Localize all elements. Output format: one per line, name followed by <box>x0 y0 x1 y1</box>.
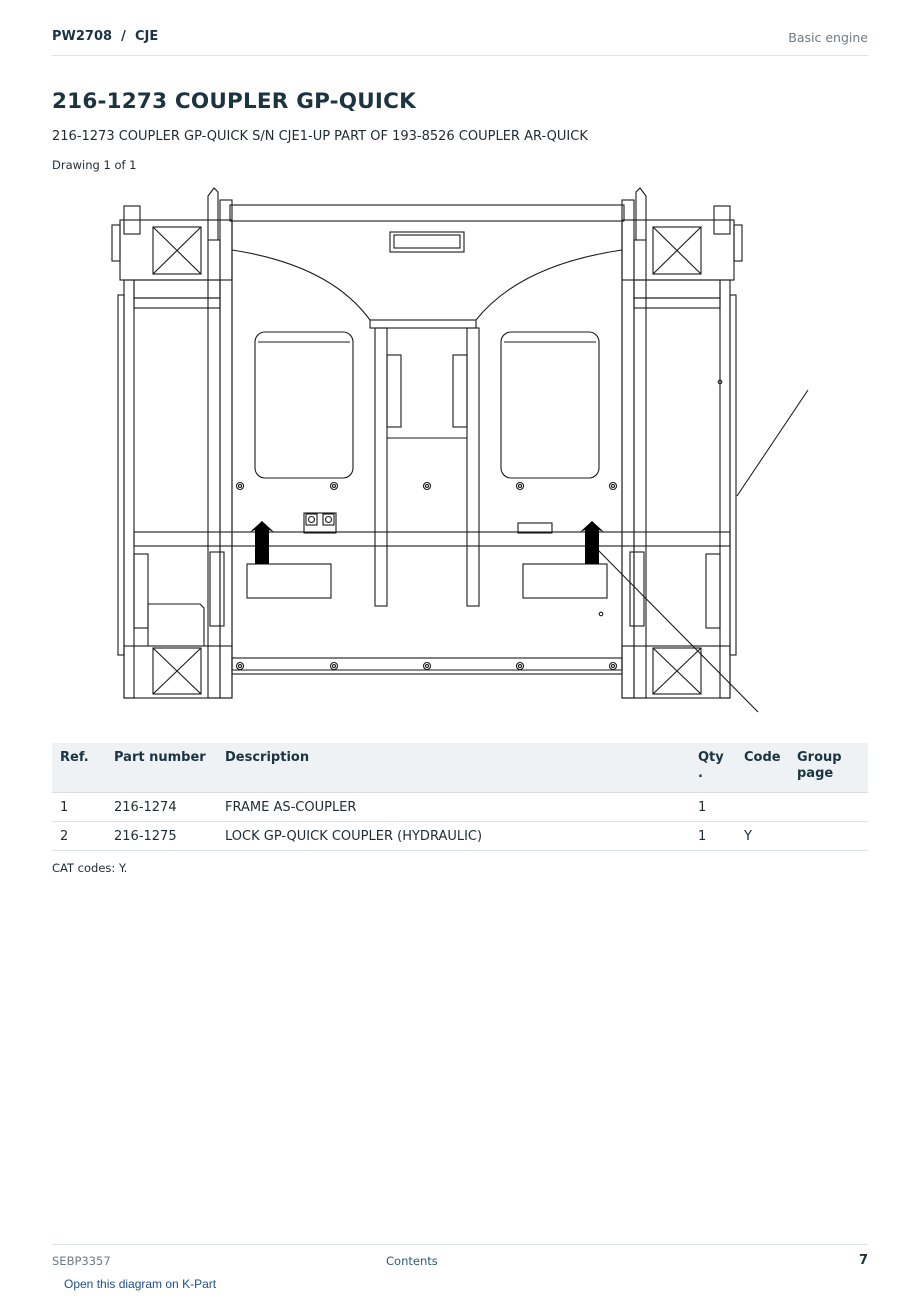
top-crossbar <box>230 205 624 221</box>
left-side-flange <box>134 298 220 308</box>
header-separator: / <box>121 29 126 44</box>
header-group-line1: Group <box>797 750 842 765</box>
left-lock-pin <box>250 521 274 564</box>
right-side-top-bar <box>634 280 720 298</box>
page-header <box>52 29 868 56</box>
right-hook-tip <box>636 188 646 240</box>
cell-part-number: 216-1274 <box>106 793 217 822</box>
header-qty-line1: Qty <box>698 750 724 765</box>
right-window-cutout <box>501 332 599 478</box>
cell-description: FRAME AS-COUPLER <box>217 793 690 822</box>
contents-link[interactable]: Contents <box>386 1254 438 1268</box>
header-description: Description <box>217 743 690 793</box>
header-section: Basic engine <box>788 30 868 45</box>
arch-center-cap <box>370 320 476 328</box>
leader-line-ref-1 <box>737 390 808 496</box>
table-row <box>52 822 868 851</box>
right-lower-bracket <box>706 554 720 628</box>
center-channel-right <box>467 328 479 606</box>
left-window-cutout <box>255 332 353 478</box>
open-in-kpart-link[interactable]: Open this diagram on K-Part <box>64 1277 217 1291</box>
left-lower-gusset <box>148 604 204 646</box>
leader-line-ref-2 <box>596 548 758 712</box>
header-part-number: Part number <box>106 743 217 793</box>
cell-ref: 2 <box>52 822 106 851</box>
parts-table-header <box>52 743 868 793</box>
hydraulic-fitting <box>304 513 336 533</box>
page-number: 7 <box>858 1253 868 1268</box>
left-side-top-bar <box>134 280 220 298</box>
right-side-plate-edge <box>730 295 736 655</box>
cat-codes-note: CAT codes: Y. <box>52 861 128 875</box>
cell-description: LOCK GP-QUICK COUPLER (HYDRAULIC) <box>217 822 690 851</box>
header-model: PW2708 <box>52 29 113 44</box>
header-code: Code <box>736 743 789 793</box>
parts-table <box>52 743 868 851</box>
drawing-count: Drawing 1 of 1 <box>52 158 137 172</box>
right-side-flange <box>634 298 720 308</box>
cell-part-number: 216-1275 <box>106 822 217 851</box>
right-lock-pin <box>580 521 604 564</box>
cell-code <box>736 793 789 822</box>
fitting-port-left <box>306 514 317 525</box>
right-upright-web <box>634 240 646 698</box>
header-serial-prefix: CJE <box>134 29 159 44</box>
right-inner-upright <box>622 200 634 698</box>
left-inner-upright <box>220 200 232 698</box>
arched-cross-member <box>232 250 622 320</box>
header-group-line2: page <box>797 766 834 781</box>
bottom-crossbar <box>232 658 622 674</box>
page-title: 216-1273 COUPLER GP-QUICK <box>52 89 416 114</box>
cell-ref: 1 <box>52 793 106 822</box>
right-lock-block <box>523 564 607 598</box>
header-model-serial <box>52 29 158 44</box>
left-upright-web <box>208 240 220 698</box>
left-lower-bracket <box>134 554 148 628</box>
right-pin-cap <box>734 225 742 261</box>
left-pin-cap <box>112 225 120 261</box>
center-web-right <box>453 355 467 427</box>
left-lower-bracket-inner <box>210 552 224 626</box>
header-ref: Ref. <box>52 743 106 793</box>
center-web-left <box>387 355 401 427</box>
left-lock-block <box>247 564 331 598</box>
middle-crossbar <box>134 532 730 546</box>
header-qty-line2: . <box>698 766 703 781</box>
right-side-plate-outer <box>720 280 730 698</box>
back-plate <box>232 221 622 670</box>
coupler-parts-diagram[interactable] <box>100 180 820 720</box>
footer-doc-id: SEBP3357 <box>52 1254 111 1268</box>
left-side-plate-edge <box>118 295 124 655</box>
cell-qty: 1 <box>690 793 736 822</box>
cell-code: Y <box>736 822 789 851</box>
left-hook-tip <box>208 188 218 240</box>
left-side-plate-outer <box>124 280 134 698</box>
cell-group-page <box>789 793 868 822</box>
header-group-page <box>789 743 868 793</box>
header-qty <box>690 743 736 793</box>
cell-qty: 1 <box>690 822 736 851</box>
fitting-port-right <box>323 514 334 525</box>
center-channel-left <box>375 328 387 606</box>
cell-group-page <box>789 822 868 851</box>
name-plate-inner <box>394 235 460 248</box>
page-subtitle: 216-1273 COUPLER GP-QUICK S/N CJE1-UP PART OF 193-8526 COUPLER AR-QUICK <box>52 129 588 144</box>
page-footer <box>52 1244 868 1273</box>
table-row <box>52 793 868 822</box>
